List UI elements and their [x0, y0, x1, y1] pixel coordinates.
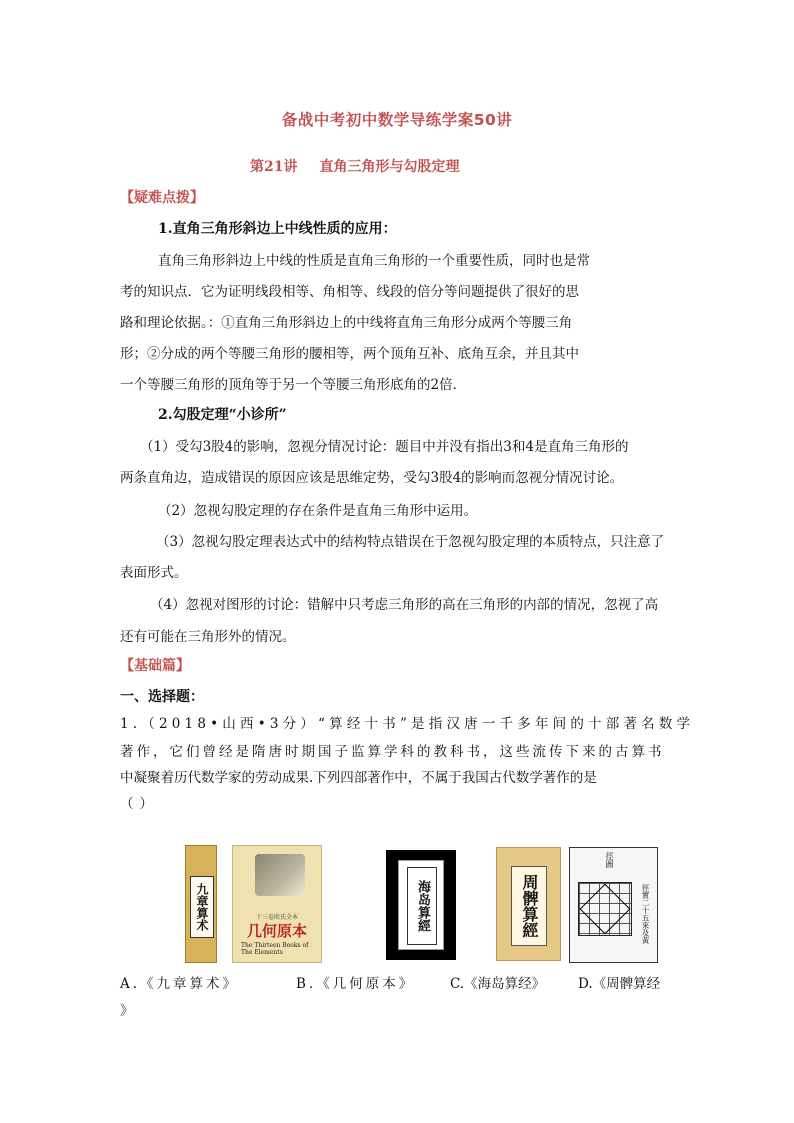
point2-item: （3）忽视勾股定理表达式中的结构特点错误在于忽视勾股定理的本质特点，只注意了	[156, 534, 665, 550]
point2-item: 还有可能在三角形外的情况。	[120, 629, 296, 645]
book-diagram-page	[569, 847, 658, 963]
diagram-page-title: 徑圖	[605, 852, 614, 868]
rotated-square	[580, 884, 631, 935]
option-d-tail: 》	[120, 1003, 134, 1019]
point2-heading: 2.勾股定理“小诊所”	[158, 407, 287, 423]
point2-item: （1）受勾3股4的影响，忽视分情况讨论：题目中并没有指出3和4是直角三角形的	[140, 439, 629, 455]
book-english-subtitle: The Thirteen Books of The Elements	[241, 942, 309, 956]
option-b: B.《几何原本》	[296, 976, 416, 992]
point1-line: 一个等腰三角形的顶角等于另一个等腰三角形底角的2倍．	[120, 377, 467, 393]
grid-diagram	[578, 882, 632, 936]
lecture-subtitle	[250, 156, 459, 176]
point1-heading: 1.直角三角形斜边上中线性质的应用：	[158, 221, 397, 237]
lecture-number: 第21讲	[250, 159, 298, 175]
book-cover-title: 周髀算經	[511, 866, 547, 946]
hand-drawing-illustration	[255, 854, 305, 896]
question1-line: 著作，它们曾经是隋唐时期国子监算学科的教科书，这些流传下来的古算书	[120, 744, 665, 760]
point1-line: 形；②分成的两个等腰三角形的腰相等，两个顶角互补、底角互余，并且其中	[120, 346, 579, 362]
option-a: A.《九章算术》	[120, 976, 240, 992]
option-d: D.《周髀算经	[578, 976, 661, 992]
point1-line: 路和理论依据。：①直角三角形斜边上的中线将直角三角形分成两个等腰三角	[120, 315, 573, 331]
section-basics: 【基础篇】	[120, 658, 190, 674]
question1-answer-bracket: （）	[120, 796, 159, 812]
question1-line: 中凝聚着历代数学家的劳动成果.下列四部著作中，不属于我国古代数学著作的是	[120, 770, 597, 786]
book-zhoubi-suanjing	[496, 847, 561, 961]
question1-line: 1.（2018•山西•3分）“算经十书”是指汉唐一千多年间的十部著名数学	[120, 716, 695, 732]
book-jihe-yuanben	[232, 845, 322, 963]
book-haidao-suanjing	[386, 850, 456, 960]
document-title: 备战中考初中数学导练学案50讲	[281, 111, 513, 129]
book-cover-title: 几何原本	[246, 922, 307, 940]
section-difficulty-tips: 【疑难点拨】	[120, 190, 204, 206]
point2-item: 两条直角边，造成错误的原因应该是思维定势，受勾3股4的影响而忽视分情况讨论。	[120, 470, 624, 486]
book-series-line: 十三卷欧氏全本	[255, 914, 298, 921]
point2-item: （4）忽视对图形的讨论：错解中只考虑三角形的高在三角形的内部的情况，忽视了高	[150, 597, 659, 613]
book-jiuzhang-suanshu	[185, 845, 217, 963]
option-c: C.《海岛算经》	[450, 976, 546, 992]
diagram-side-text: 徑實二十五來及黃	[641, 884, 650, 944]
book-cover-title: 海岛算經	[407, 867, 437, 945]
book-images-row	[0, 845, 794, 965]
point2-item: （2）忽视勾股定理的存在条件是直角三角形中运用。	[158, 503, 478, 519]
part-multiple-choice: 一、选择题：	[120, 689, 204, 705]
book-cover-title: 九章算术	[190, 876, 214, 938]
point1-line: 考的知识点．它为证明线段相等、角相等、线段的倍分等问题提供了很好的思	[120, 284, 579, 300]
point2-item: 表面形式。	[120, 565, 188, 581]
lecture-topic: 直角三角形与勾股定理	[319, 159, 460, 175]
point1-line: 直角三角形斜边上中线的性质是直角三角形的一个重要性质，同时也是常	[158, 253, 590, 269]
